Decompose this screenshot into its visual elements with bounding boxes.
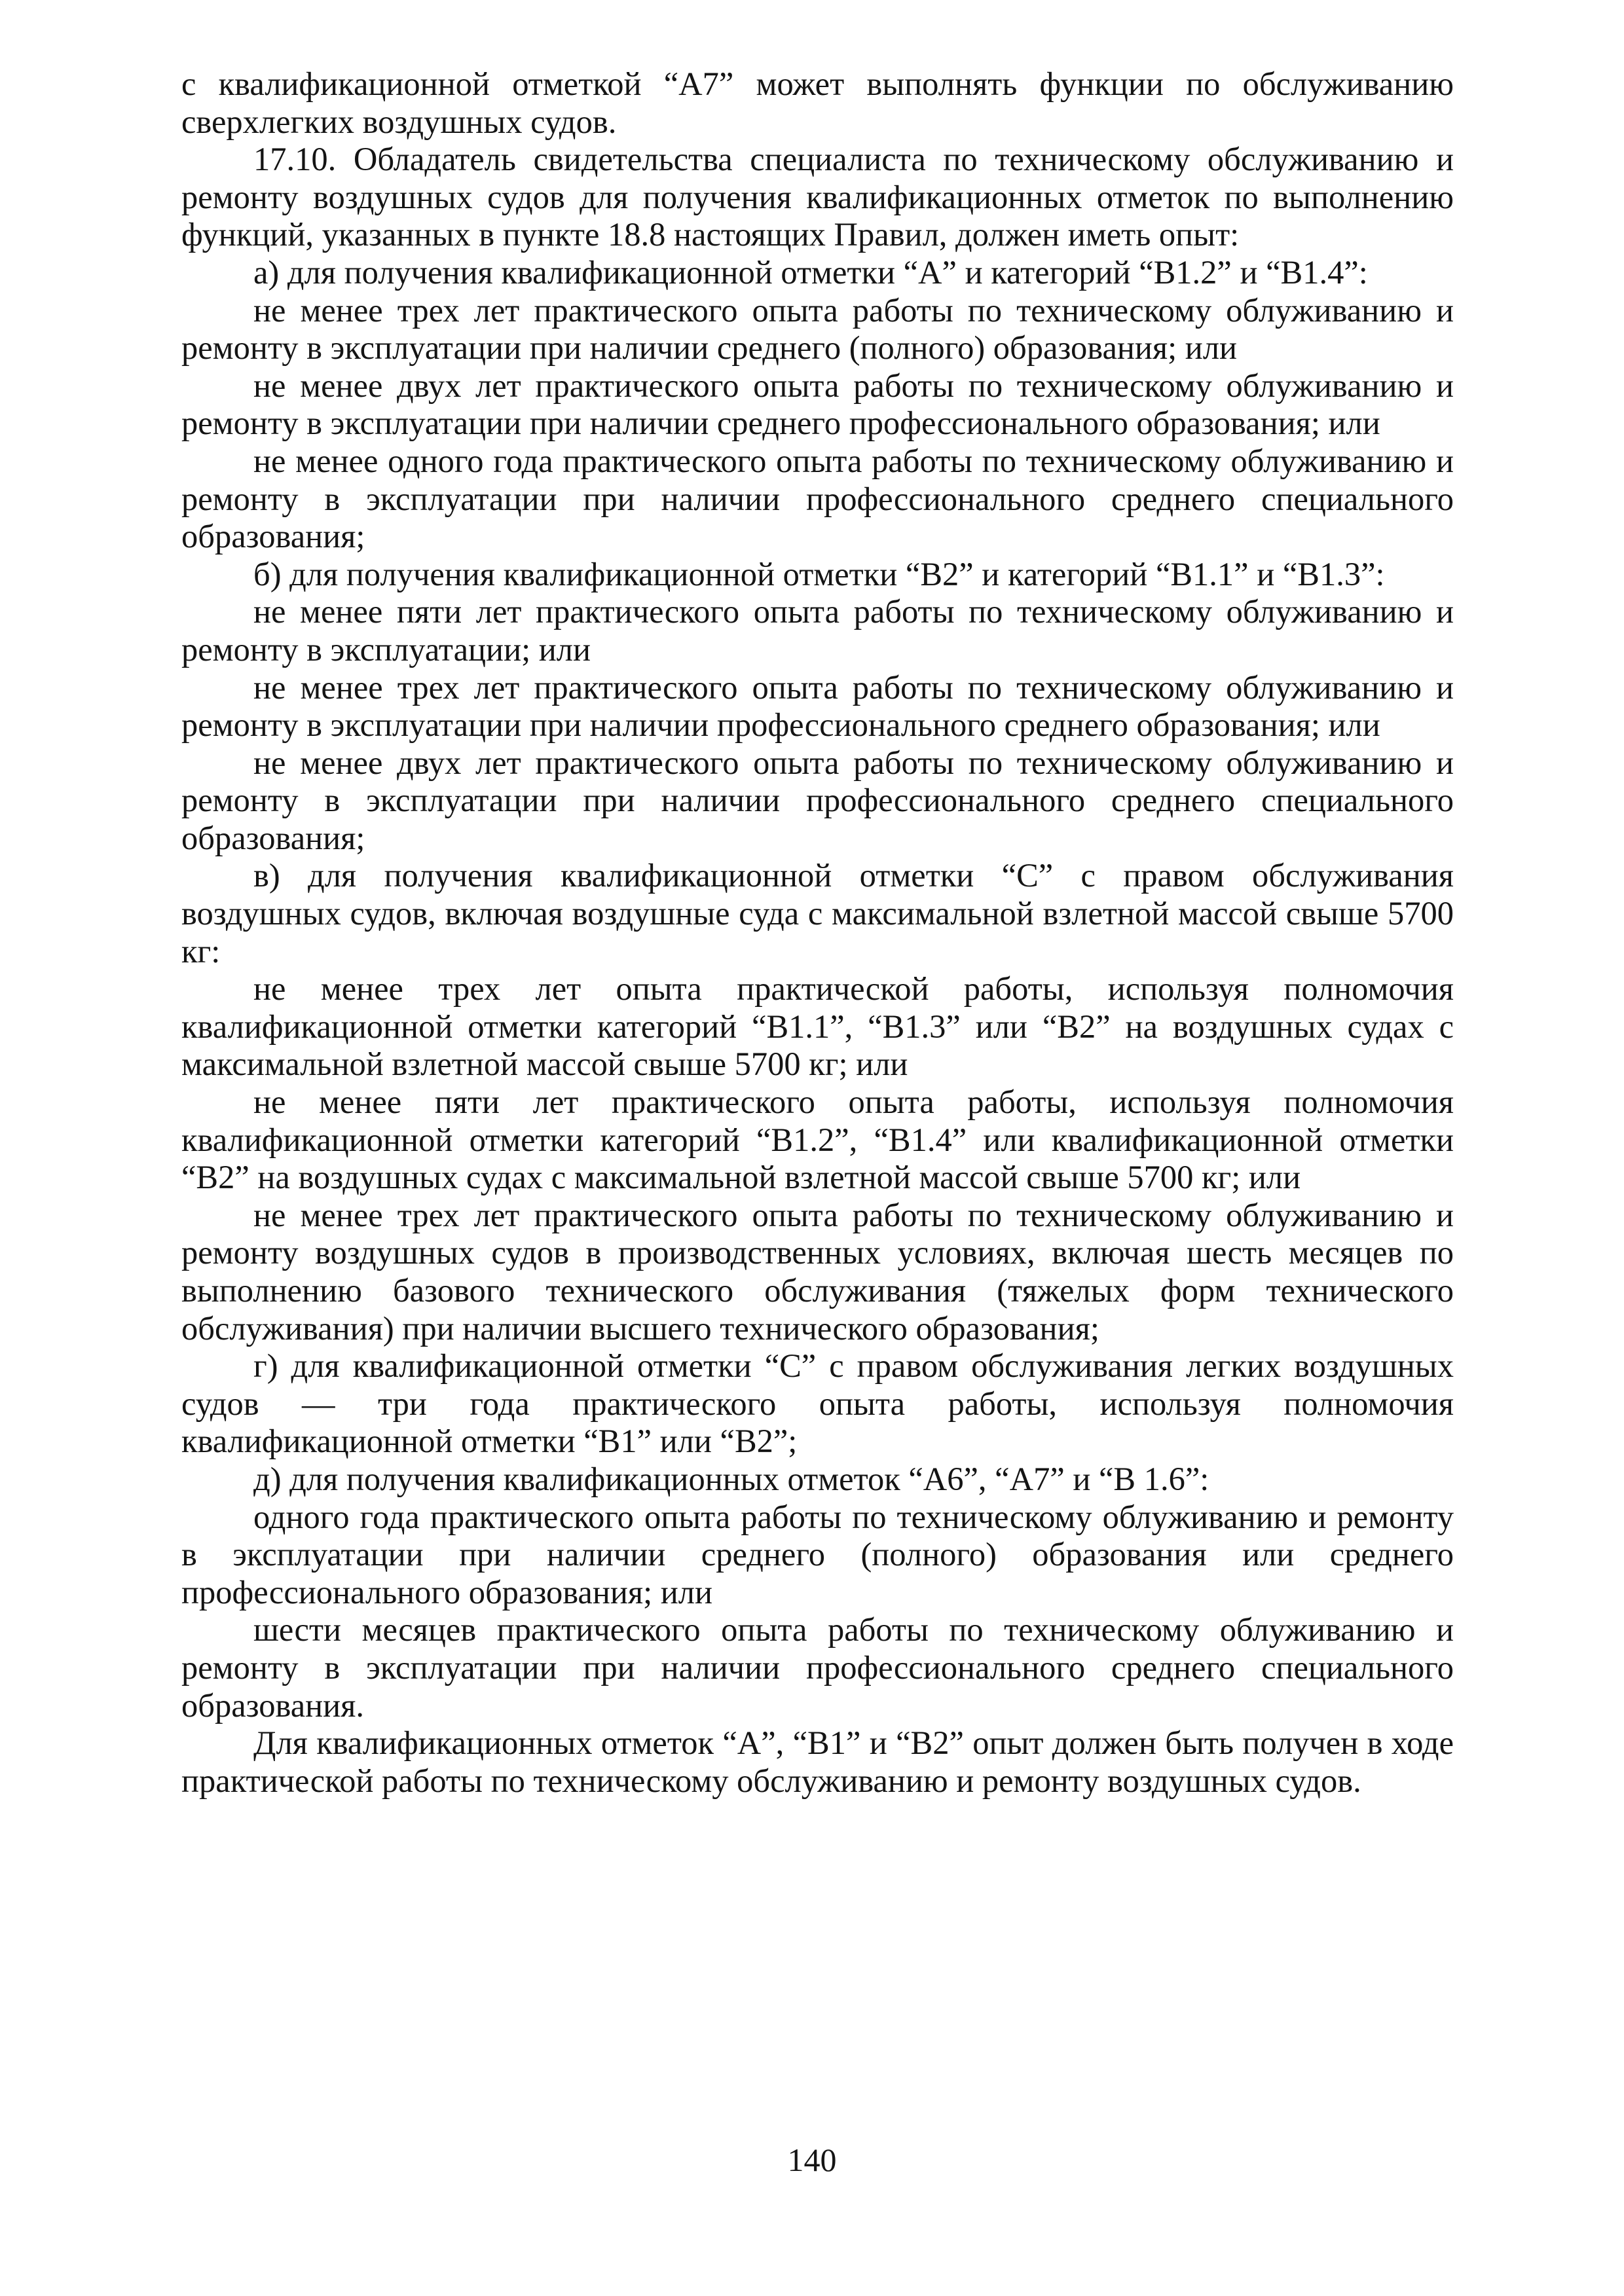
paragraph-a-option-3: не менее одного года практического опыта работы по техническому облуживанию и ремонту в эксплуатации при наличии профессионального среднего специального образования; <box>181 442 1454 555</box>
paragraph-v-option-3: не менее трех лет практического опыта работы по техническому облуживанию и ремонту воздушных судов в производственных условиях, включая шесть месяцев по выполнению базового технического обслуживания (тяжелых форм технического обслуживания) при наличии высшего технического образования; <box>181 1196 1454 1347</box>
paragraph-closing: Для квалификационных отметок “А”, “В1” и “В2” опыт должен быть получен в ходе практической работы по техническому обслуживанию и ремонту воздушных судов. <box>181 1724 1454 1799</box>
page-number: 140 <box>787 2141 837 2178</box>
paragraph-item-b: б) для получения квалификационной отметки “В2” и категорий “В1.1” и “В1.3”: <box>253 555 1385 592</box>
paragraph-item-v: в) для получения квалификационной отметки “С” с правом обслуживания воздушных судов, включая воздушные суда с максимальной взлетной массой свыше 5700 кг: <box>181 857 1454 970</box>
paragraph-d-option-1: одного года практического опыта работы по техническому облуживанию и ремонту в эксплуатации при наличии среднего (полного) образования или среднего профессионального образования; или <box>181 1498 1454 1611</box>
paragraph-item-a: а) для получения квалификационной отметки “А” и категорий “В1.2” и “В1.4”: <box>253 253 1368 291</box>
paragraph-a-option-1: не менее трех лет практического опыта работы по техническому облуживанию и ремонту в эксплуатации при наличии среднего (полного) образования; или <box>181 291 1454 367</box>
document-body <box>181 65 1454 1800</box>
paragraph-b-option-3: не менее двух лет практического опыта работы по техническому облуживанию и ремонту в эксплуатации при наличии профессионального среднего специального образования; <box>181 744 1454 856</box>
paragraph-item-d: д) для получения квалификационных отметок “А6”, “А7” и “В 1.6”: <box>253 1460 1209 1497</box>
paragraph-b-option-2: не менее трех лет практического опыта работы по техническому облуживанию и ремонту в эксплуатации при наличии профессионального среднего образования; или <box>181 668 1454 744</box>
paragraph-b-option-1: не менее пяти лет практического опыта работы по техническому облуживанию и ремонту в эксплуатации; или <box>181 593 1454 668</box>
paragraph-a-option-2: не менее двух лет практического опыта работы по техническому облуживанию и ремонту в эксплуатации при наличии среднего профессионального образования; или <box>181 367 1454 442</box>
paragraph-v-option-1: не менее трех лет опыта практической работы, используя полномочия квалификационной отметки категорий “В1.1”, “В1.3” или “В2” на воздушных судах с максимальной взлетной массой свыше 5700 кг; или <box>181 970 1454 1083</box>
paragraph-item-g: г) для квалификационной отметки “С” с правом обслуживания легких воздушных судов — три года практического опыта работы, используя полномочия квалификационной отметки “В1” или “В2”; <box>181 1347 1454 1460</box>
paragraph-d-option-2: шести месяцев практического опыта работы по техническому облуживанию и ремонту в эксплуатации при наличии профессионального среднего специального образования. <box>181 1611 1454 1724</box>
paragraph-v-option-2: не менее пяти лет практического опыта работы, используя полномочия квалификационной отметки категорий “В1.2”, “В1.4” или квалификационной отметки “В2” на воздушных судах с максимальной взлетной массой свыше 5700 кг; или <box>181 1084 1454 1196</box>
paragraph-17-10: 17.10. Обладатель свидетельства специалиста по техническому обслуживанию и ремонту воздушных судов для получения квалификационных отметок по выполнению функций, указанных в пункте 18.8 настоящих Правил, должен иметь опыт: <box>181 141 1454 253</box>
paragraph-continuation: с квалификационной отметкой “А7” может выполнять функции по обслуживанию сверхлегких воздушных судов. <box>181 65 1454 140</box>
